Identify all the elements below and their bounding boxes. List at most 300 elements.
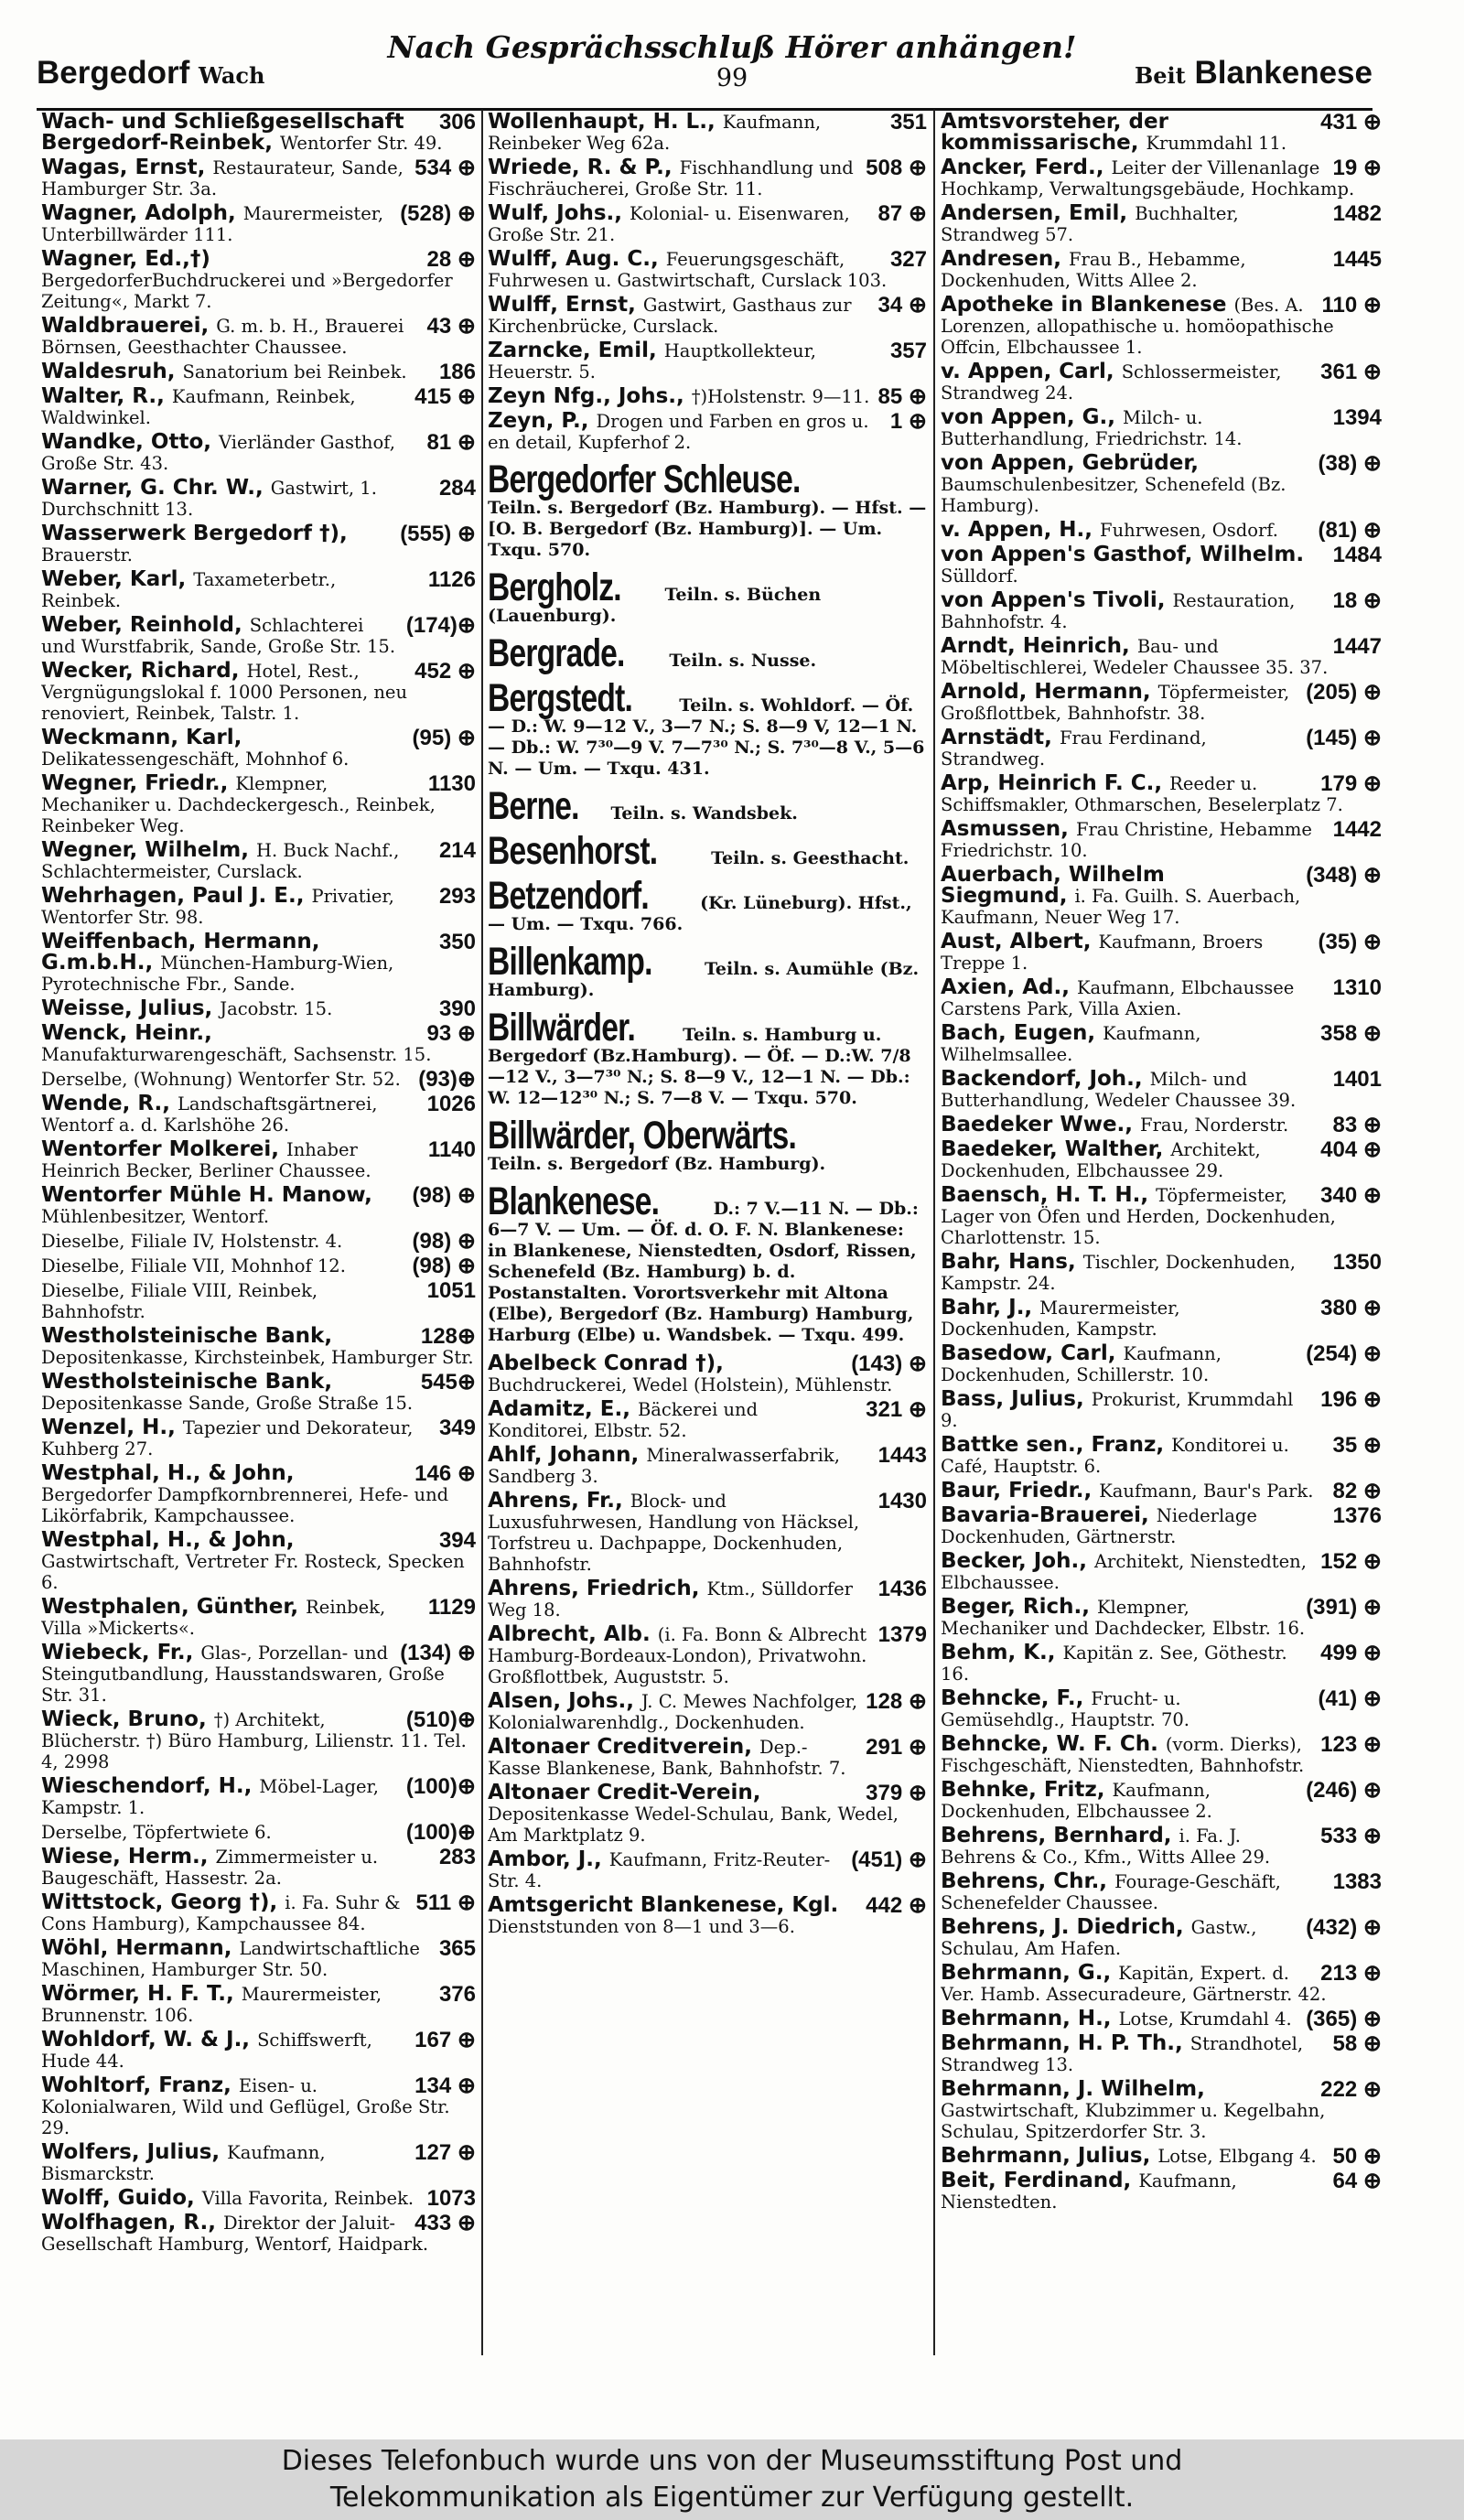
subscriber-name: Behrmann, Julius, [941, 2144, 1158, 2168]
subscriber-details: Kolonial- u. Eisenwaren, Große Str. 21. [488, 203, 850, 245]
phone-number: 1379 [877, 1622, 927, 1647]
directory-entry [41, 998, 476, 1019]
subscriber-name: von Appen's Gasthof, Wilhelm. [941, 543, 1305, 566]
place-note: D.: 7 V.—11 N. — Db.: 6—7 V. — Um. — Öf. d. O. F. N. Blankenese: in Blankenese, Nienstedten, Osdorf, Rissen, Schenefeld (Bz. Hamburg) b. d. Postanstalten. Vorortsverkehr mit Altona (Elbe), Bergedorf (Bz. Hamburg) Hamburg, Harburg (Elbe) u. Wandsbek. — Txqu. 499. [488, 1199, 919, 1345]
subscriber-name: Auerbach, Wilhelm Siegmund, [941, 863, 1165, 908]
directory-entry [41, 1597, 476, 1639]
phone-number: 1051 [426, 1278, 476, 1303]
subscriber-details: Strandhotel, Strandweg 13. [941, 2033, 1304, 2075]
directory-entry [488, 249, 927, 291]
phone-number: 83 ⊕ [1332, 1113, 1382, 1137]
directory-entry [41, 523, 476, 565]
subscriber-details: Töpfermeister, Großflottbek, Bahnhofstr. 38. [941, 682, 1290, 724]
directory-entry [941, 1780, 1382, 1822]
directory-entry [488, 340, 927, 382]
directory-entry [41, 1255, 476, 1276]
place-name: Billenkamp. [488, 940, 652, 984]
subscriber-name: Arp, Heinrich F. C., [941, 771, 1170, 795]
subscriber-details: Derselbe, Töpfertwiete 6. [41, 1822, 272, 1843]
directory-entry [41, 203, 476, 245]
directory-entry [488, 1895, 927, 1937]
subscriber-details: Fourage-Geschäft, Schenefelder Chaussee. [941, 1871, 1281, 1913]
directory-entry [41, 249, 476, 312]
directory-entry [941, 157, 1382, 199]
phone-number: 1443 [877, 1443, 927, 1468]
page-number: 99 [716, 64, 748, 92]
directory-entry [41, 661, 476, 724]
subscriber-details: Eisen- u. Kolonialwaren, Wild und Geflügel, Große Str. 29. [41, 2075, 450, 2138]
place-note: Teiln. s. Aumühle (Bz. Hamburg). [488, 959, 920, 1000]
place-note: Teiln. s. Wohldorf. — Öf. — D.: W. 9—12 V., 3—7 N.; S. 8—9 V, 12—1 N. — Db.: W. 7³⁰—9 V. 7—7³⁰ N.; S. 7³⁰—8 V., 5—6 N. — Um. — Txqu. 431. [488, 695, 925, 779]
subscriber-name: Amtsvorsteher, der kommissarische, [941, 112, 1168, 155]
phone-number: (41) ⊕ [1318, 1686, 1382, 1711]
subscriber-details: Buchdruckerei, Wedel (Holstein), Mühlenstr. [488, 1374, 893, 1395]
subscriber-details: Reeder u. Schiffsmakler, Othmarschen, Beselerplatz 7. [941, 773, 1343, 815]
place-heading-block [488, 940, 927, 1001]
subscriber-name: Basedow, Carl, [941, 1341, 1124, 1365]
directory-entry [488, 411, 927, 453]
subscriber-details: Tapezier und Dekorateur, Kuhberg 27. [41, 1417, 414, 1459]
phone-number: (98) ⊕ [412, 1183, 476, 1208]
subscriber-details: Vierländer Gasthof, Große Str. 43. [41, 432, 395, 474]
directory-entry [41, 727, 476, 770]
directory-entry [941, 1642, 1382, 1685]
subscriber-name: Alsen, Johs., [488, 1689, 641, 1713]
subscriber-name: Wriede, R. & P., [488, 156, 680, 179]
place-heading-block [488, 676, 927, 780]
subscriber-name: Wolfers, Julius, [41, 2140, 228, 2164]
directory-entry [41, 2142, 476, 2184]
directory-entry [41, 478, 476, 520]
subscriber-name: Albrecht, Alb. [488, 1622, 658, 1646]
directory-entry [488, 1737, 927, 1779]
directory-entry [41, 1938, 476, 1980]
subscriber-name: Behrens, J. Diedrich, [941, 1915, 1191, 1939]
phone-number: (432) ⊕ [1306, 1915, 1382, 1940]
subscriber-details: Kaufmann, Baur's Park. [1099, 1481, 1314, 1502]
phone-number: 533 ⊕ [1320, 1824, 1382, 1848]
directory-entry [941, 1115, 1382, 1136]
place-name: Blankenese. [488, 1179, 660, 1223]
phone-number: 1383 [1332, 1869, 1382, 1894]
directory-entry [41, 1185, 476, 1227]
directory-entry [941, 727, 1382, 770]
header-right-word: Beit [1134, 62, 1186, 89]
subscriber-name: Walter, R., [41, 384, 172, 408]
directory-entry [941, 1185, 1382, 1248]
subscriber-details: †) Architekt, Blücherstr. †) Büro Hamburg, Lilienstr. 11. Tel. 4, 2998 [41, 1709, 467, 1772]
phone-number: 365 [438, 1936, 476, 1961]
directory-entry [488, 1624, 927, 1687]
subscriber-name: Bass, Julius, [941, 1387, 1092, 1411]
subscriber-name: Wohltorf, Franz, [41, 2073, 239, 2097]
phone-number: 35 ⊕ [1332, 1433, 1382, 1458]
subscriber-name: Baedeker, Walther, [941, 1137, 1171, 1161]
place-heading-block [488, 784, 927, 828]
phone-number: (98) ⊕ [412, 1254, 476, 1278]
subscriber-details: Kaufmann, Bismarckstr. [41, 2142, 326, 2184]
subscriber-details: Manufakturwarengeschäft, Sachsenstr. 15. [41, 1044, 432, 1065]
subscriber-details: Depositenkasse Wedel-Schulau, Bank, Wedel, Am Marktplatz 9. [488, 1804, 899, 1846]
subscriber-name: Behnke, Fritz, [941, 1778, 1113, 1802]
directory-entry [941, 2008, 1382, 2030]
phone-number: 349 [438, 1416, 476, 1440]
directory-entry [41, 1984, 476, 2026]
subscriber-name: Wollenhaupt, H. L., [488, 112, 723, 134]
directory-entry [41, 1023, 476, 1065]
phone-number: 379 ⊕ [866, 1781, 927, 1805]
phone-number: 179 ⊕ [1320, 771, 1382, 796]
footer-line-2: Telekommunikation als Eigentümer zur Verfügung gestellt. [329, 2482, 1135, 2514]
subscriber-details: Kaufmann, Fritz-Reuter-Str. 4. [488, 1849, 831, 1891]
directory-entry [41, 316, 476, 358]
phone-number: 85 ⊕ [877, 384, 927, 409]
subscriber-name: Westholsteinische Bank, [41, 1370, 333, 1394]
phone-number: 534 ⊕ [414, 156, 476, 180]
subscriber-details: Baumschulenbesitzer, Schenefeld (Bz. Hamburg). [941, 474, 1286, 516]
subscriber-details: Depositenkasse, Kirchsteinbek, Hamburger Str. [41, 1347, 474, 1368]
directory-entry [488, 1578, 927, 1621]
subscriber-name: v. Appen, Carl, [941, 360, 1122, 383]
subscriber-details: Schlachterei und Wurstfabrik, Sande, Große Str. 15. [41, 615, 396, 657]
subscriber-name: Weber, Reinhold, [41, 613, 250, 637]
subscriber-details: Restauration, Bahnhofstr. 4. [941, 590, 1296, 632]
subscriber-details: Inhaber Heinrich Becker, Berliner Chaussee. [41, 1139, 371, 1181]
subscriber-details: Niederlage Dockenhuden, Gärtnerstr. [941, 1505, 1257, 1547]
subscriber-details: Klempner, Mechaniker und Dachdecker, Elbstr. 16. [941, 1597, 1306, 1639]
column-2 [488, 112, 927, 2355]
place-note: Teiln. s. Nusse. [662, 651, 817, 671]
phone-number: (145) ⊕ [1306, 726, 1382, 750]
phone-number: 167 ⊕ [414, 2028, 476, 2052]
directory-entry [41, 569, 476, 611]
directory-entry [41, 432, 476, 474]
subscriber-name: Wulf, Johs., [488, 201, 630, 225]
phone-number: 1484 [1332, 543, 1382, 567]
subscriber-details: BergedorferBuchdruckerei und »Bergedorfer Zeitung«, Markt 7. [41, 270, 453, 312]
place-name: Billwärder, Oberwärts. [488, 1114, 797, 1158]
subscriber-details: Taxameterbetr., Reinbek. [41, 569, 337, 611]
subscriber-name: Zeyn, P., [488, 409, 597, 433]
phone-number: (555) ⊕ [400, 522, 476, 546]
phone-number: 306 [438, 112, 476, 135]
directory-entry [941, 1917, 1382, 1959]
subscriber-name: Andersen, Emil, [941, 201, 1136, 225]
directory-entry [941, 1481, 1382, 1502]
phone-number: 1129 [427, 1595, 476, 1620]
subscriber-details: Bau- und Möbeltischlerei, Wedeler Chaussee 35. 37. [941, 636, 1329, 678]
directory-entry [41, 1417, 476, 1459]
subscriber-name: Wegner, Friedr., [41, 771, 236, 795]
directory-entry [41, 1139, 476, 1181]
directory-entry [41, 1280, 476, 1322]
subscriber-name: Adamitz, E., [488, 1397, 638, 1421]
subscriber-details: Reinbek, Villa »Mickerts«. [41, 1597, 386, 1639]
subscriber-details: Architekt, Dockenhuden, Elbchaussee 29. [941, 1139, 1261, 1181]
subscriber-name: Axien, Ad., [941, 975, 1077, 999]
directory-entry [941, 932, 1382, 974]
directory-entry [941, 1252, 1382, 1294]
subscriber-name: Arnold, Hermann, [941, 680, 1158, 704]
phone-number: 213 ⊕ [1320, 1961, 1382, 1986]
subscriber-details: Kaufmann, Wilhelmsallee. [941, 1023, 1201, 1065]
place-note: Teiln. s. Geesthacht. [705, 848, 910, 868]
phone-number: 1026 [426, 1092, 476, 1116]
directory-entry [41, 2075, 476, 2138]
phone-number: 394 [438, 1528, 476, 1553]
subscriber-details: Bäckerei und Konditorei, Elbstr. 52. [488, 1399, 759, 1441]
phone-number: 1401 [1332, 1067, 1382, 1092]
directory-entry [488, 295, 927, 337]
subscriber-name: Arndt, Heinrich, [941, 634, 1137, 658]
subscriber-name: Altonaer Creditverein, [488, 1735, 760, 1759]
subscriber-details: Derselbe, (Wohnung) Wentorfer Str. 52. [41, 1069, 401, 1090]
subscriber-details: i. Fa. Suhr & Cons Hamburg), Kampchaussee 84. [41, 1892, 401, 1934]
subscriber-name: Waldbrauerei, [41, 314, 217, 338]
place-heading-block [488, 458, 927, 561]
subscriber-name: Behrens, Chr., [941, 1869, 1115, 1893]
subscriber-name: Bahr, Hans, [941, 1250, 1083, 1274]
subscriber-details: Frau B., Hebamme, Dockenhuden, Witts Allee 2. [941, 249, 1246, 291]
subscriber-details: München-Hamburg-Wien, Pyrotechnische Fbr., Sande. [41, 953, 394, 995]
directory-entry [41, 2030, 476, 2072]
subscriber-details: Kaufmann, Dockenhuden, Elbchaussee 2. [941, 1780, 1212, 1822]
phone-number: 545⊕ [420, 1370, 476, 1395]
subscriber-name: Behncke, W. F. Ch. [941, 1732, 1166, 1756]
subscriber-name: Behrens, Bernhard, [941, 1824, 1179, 1847]
subscriber-details: Ktm., Sülldorfer Weg 18. [488, 1578, 853, 1621]
phone-number: 351 [889, 112, 927, 135]
subscriber-details: H. Buck Nachf., Schlachtermeister, Curslack. [41, 840, 400, 882]
subscriber-details: Dieselbe, Filiale IV, Holstenstr. 4. [41, 1231, 343, 1252]
subscriber-name: Beger, Rich., [941, 1595, 1097, 1619]
subscriber-name: Wittstock, Georg †), [41, 1890, 285, 1914]
subscriber-name: Wieschendorf, H., [41, 1774, 260, 1798]
subscriber-name: Ahrens, Fr., [488, 1489, 630, 1513]
subscriber-name: Andresen, [941, 247, 1069, 271]
subscriber-details: Architekt, Nienstedten, Elbchaussee. [941, 1551, 1307, 1593]
subscriber-details: Frau, Norderstr. [1140, 1115, 1289, 1136]
directory-entry [41, 1326, 476, 1368]
subscriber-name: Wörmer, H. F. T., [41, 1982, 242, 2006]
directory-entry [941, 112, 1382, 154]
subscriber-name: Beit, Ferdinand, [941, 2169, 1139, 2192]
subscriber-name: Westphal, H., & John, [41, 1528, 295, 1552]
phone-number: 415 ⊕ [414, 384, 476, 409]
subscriber-name: Behrmann, H. P. Th., [941, 2031, 1190, 2055]
subscriber-name: Westphal, H., & John, [41, 1461, 295, 1485]
place-note: Teiln. s. Büchen (Lauenburg). [488, 585, 822, 626]
subscriber-name: von Appen's Tivoli, [941, 588, 1173, 612]
directory-entry [41, 1231, 476, 1252]
directory-entry [941, 1505, 1382, 1547]
directory-entry [41, 112, 476, 154]
subscriber-details: Restaurateur, Sande, Hamburger Str. 3a. [41, 157, 404, 199]
phone-number: 134 ⊕ [414, 2073, 476, 2098]
directory-entry [941, 544, 1382, 587]
subscriber-details: Klempner, Mechaniker u. Dachdeckergesch., Reinbek, Reinbeker Weg. [41, 773, 436, 836]
directory-entry [41, 1847, 476, 1889]
phone-number: 123 ⊕ [1320, 1732, 1382, 1757]
phone-number: (510)⊕ [405, 1707, 476, 1732]
phone-number: 1126 [427, 567, 476, 592]
directory-entry [41, 1372, 476, 1414]
subscriber-name: Baur, Friedr., [941, 1479, 1100, 1502]
directory-entry [488, 1399, 927, 1441]
place-heading-block [488, 565, 927, 627]
subscriber-details: Frucht- u. Gemüsehdlg., Hauptstr. 70. [941, 1688, 1190, 1730]
subscriber-name: Abelbeck Conrad †), [488, 1352, 724, 1375]
subscriber-details: Gastwirt, Gasthaus zur Kirchenbrücke, Curslack. [488, 295, 852, 337]
directory-entry [488, 1782, 927, 1846]
subscriber-name: Zeyn Nfg., Johs., [488, 384, 692, 408]
directory-entry [488, 386, 927, 407]
directory-entry [41, 1892, 476, 1934]
phone-number: 18 ⊕ [1332, 588, 1382, 613]
place-heading-block [488, 829, 927, 873]
phone-number: (38) ⊕ [1318, 451, 1382, 476]
subscriber-name: von Appen, G., [941, 405, 1123, 429]
subscriber-details: Block- und Luxusfuhrwesen, Handlung von Häcksel, Torfstreu u. Dachpappe, Dockenhuden, Bahnhofstr. [488, 1491, 860, 1575]
place-heading-block [488, 631, 927, 675]
header-left-word: Wach [198, 62, 265, 89]
directory-entry [941, 295, 1382, 358]
directory-entry [941, 682, 1382, 724]
subscriber-details: Mineralwasserfabrik, Sandberg 3. [488, 1445, 840, 1487]
directory-entry [941, 1871, 1382, 1913]
subscriber-name: Wach- und Schließgesellschaft Bergedorf-Reinbek, [41, 112, 404, 155]
phone-number: 511 ⊕ [415, 1890, 476, 1915]
place-name: Bergedorfer Schleuse. [488, 458, 801, 501]
directory-entry [41, 157, 476, 199]
directory-entry [41, 2213, 476, 2255]
subscriber-details: Villa Favorita, Reinbek. [201, 2188, 414, 2209]
phone-number: 291 ⊕ [866, 1735, 927, 1760]
subscriber-name: Wohldorf, W. & J., [41, 2028, 258, 2052]
directory-entry [41, 886, 476, 928]
subscriber-name: Bahr, J., [941, 1296, 1040, 1319]
phone-number: 358 ⊕ [1320, 1021, 1382, 1046]
subscriber-name: Amtsgericht Blankenese, Kgl. [488, 1893, 839, 1917]
directory-entry [941, 2146, 1382, 2167]
subscriber-details: Dieselbe, Filiale VII, Mohnhof 12. [41, 1255, 346, 1276]
directory-entry [941, 636, 1382, 678]
subscriber-name: Ancker, Ferd., [941, 156, 1112, 179]
phone-number: 1140 [427, 1137, 476, 1162]
subscriber-name: Wöhl, Hermann, [41, 1936, 240, 1960]
subscriber-details: Mühlenbesitzer, Wentorf. [41, 1206, 270, 1227]
subscriber-name: Waldesruh, [41, 360, 183, 383]
phone-number: 50 ⊕ [1332, 2144, 1382, 2169]
subscriber-name: Behrmann, J. Wilhelm, [941, 2077, 1205, 2101]
subscriber-details: Jacobstr. 15. [220, 998, 333, 1019]
directory-entry [41, 840, 476, 882]
directory-entry [941, 1597, 1382, 1639]
directory-entry [488, 1491, 927, 1575]
phone-number: (528) ⊕ [400, 201, 476, 226]
subscriber-name: Behrmann, H., [941, 2007, 1119, 2030]
phone-number: (143) ⊕ [851, 1352, 927, 1376]
subscriber-name: Wehrhagen, Paul J. E., [41, 884, 312, 908]
phone-number: (98) ⊕ [412, 1229, 476, 1254]
phone-number: 1073 [426, 2186, 476, 2211]
subscriber-details: G. m. b. H., Brauerei Börnsen, Geesthachter Chaussee. [41, 316, 404, 358]
subscriber-details: Hotel, Rest., Vergnügungslokal f. 1000 Personen, neu renoviert, Reinbek, Talstr. 1. [41, 661, 408, 724]
directory-entry [41, 1463, 476, 1526]
subscriber-name: Behrmann, G., [941, 1961, 1119, 1985]
directory-entry [41, 773, 476, 836]
subscriber-name: von Appen, Gebrüder, [941, 451, 1200, 475]
subscriber-name: Wenck, Heinr., [41, 1021, 212, 1045]
subscriber-name: Behncke, F., [941, 1686, 1092, 1710]
directory-entry [41, 361, 476, 382]
column-divider [481, 110, 483, 2355]
directory-entry [941, 361, 1382, 404]
phone-number: 452 ⊕ [414, 659, 476, 684]
directory-entry [41, 1069, 476, 1090]
subscriber-name: Zarncke, Emil, [488, 339, 664, 362]
subscriber-details: (vorm. Dierks), Fischgeschäft, Nienstedten, Bahnhofstr. [941, 1734, 1305, 1776]
directory-entry [488, 112, 927, 154]
phone-number: (451) ⊕ [851, 1847, 927, 1872]
directory-entry [941, 1069, 1382, 1111]
directory-entry [941, 1435, 1382, 1477]
subscriber-name: Wenzel, H., [41, 1416, 183, 1439]
phone-number: (93)⊕ [418, 1067, 476, 1092]
directory-entry [941, 1551, 1382, 1593]
phone-number: (134) ⊕ [400, 1641, 476, 1665]
phone-number: (246) ⊕ [1306, 1778, 1382, 1803]
subscriber-details: Maurermeister, Brunnenstr. 106. [41, 1984, 382, 2026]
subscriber-details: Fuhrwesen, Osdorf. [1100, 520, 1279, 541]
subscriber-details: Maurermeister, Unterbillwärder 111. [41, 203, 384, 245]
subscriber-details: Sülldorf. [941, 565, 1018, 587]
subscriber-details: Krummdahl 11. [1146, 133, 1287, 154]
column-divider [933, 110, 935, 2355]
directory-entry [941, 520, 1382, 541]
subscriber-details: Leiter der Villenanlage Hochkamp, Verwaltungsgebäude, Hochkamp. [941, 157, 1355, 199]
subscriber-details: Möbel-Lager, Kampstr. 1. [41, 1776, 379, 1818]
subscriber-name: Wasserwerk Bergedorf †), [41, 522, 348, 545]
subscriber-details: Landwirtschaftliche Maschinen, Hamburger Str. 50. [41, 1938, 420, 1980]
subscriber-name: Behm, K., [941, 1641, 1063, 1664]
subscriber-name: Backendorf, Joh., [941, 1067, 1150, 1091]
subscriber-name: Ahlf, Johann, [488, 1443, 647, 1467]
phone-number: 361 ⊕ [1320, 360, 1382, 384]
directory-entry [488, 1445, 927, 1487]
phone-number: 321 ⊕ [866, 1397, 927, 1422]
phone-number: 58 ⊕ [1332, 2031, 1382, 2056]
phone-number: 186 [438, 360, 476, 384]
subscriber-details: Landschaftsgärtnerei, Wentorf a. d. Karlshöhe 26. [41, 1093, 378, 1136]
phone-number: 431 ⊕ [1320, 112, 1382, 135]
subscriber-details: (Bes. A. Lorenzen, allopathische u. homöopathische Offcin, Elbchaussee 1. [941, 295, 1334, 358]
phone-number: 327 [889, 247, 927, 272]
directory-entry [488, 1849, 927, 1891]
subscriber-details: Gastwirtschaft, Klubzimmer u. Kegelbahn, Schulau, Spitzerdorfer Str. 3. [941, 2100, 1326, 2142]
subscriber-name: Wolfhagen, R., [41, 2211, 223, 2235]
subscriber-name: Wulff, Ernst, [488, 293, 643, 317]
directory-entry [941, 203, 1382, 245]
directory-entry [941, 1734, 1382, 1776]
directory-entry [941, 2079, 1382, 2142]
directory-entry [488, 203, 927, 245]
subscriber-name: Altonaer Credit-Verein, [488, 1781, 761, 1804]
directory-entry [941, 1688, 1382, 1730]
phone-number: 34 ⊕ [877, 293, 927, 318]
subscriber-details: Prokurist, Krummdahl 9. [941, 1389, 1294, 1431]
directory-entry [941, 2033, 1382, 2075]
